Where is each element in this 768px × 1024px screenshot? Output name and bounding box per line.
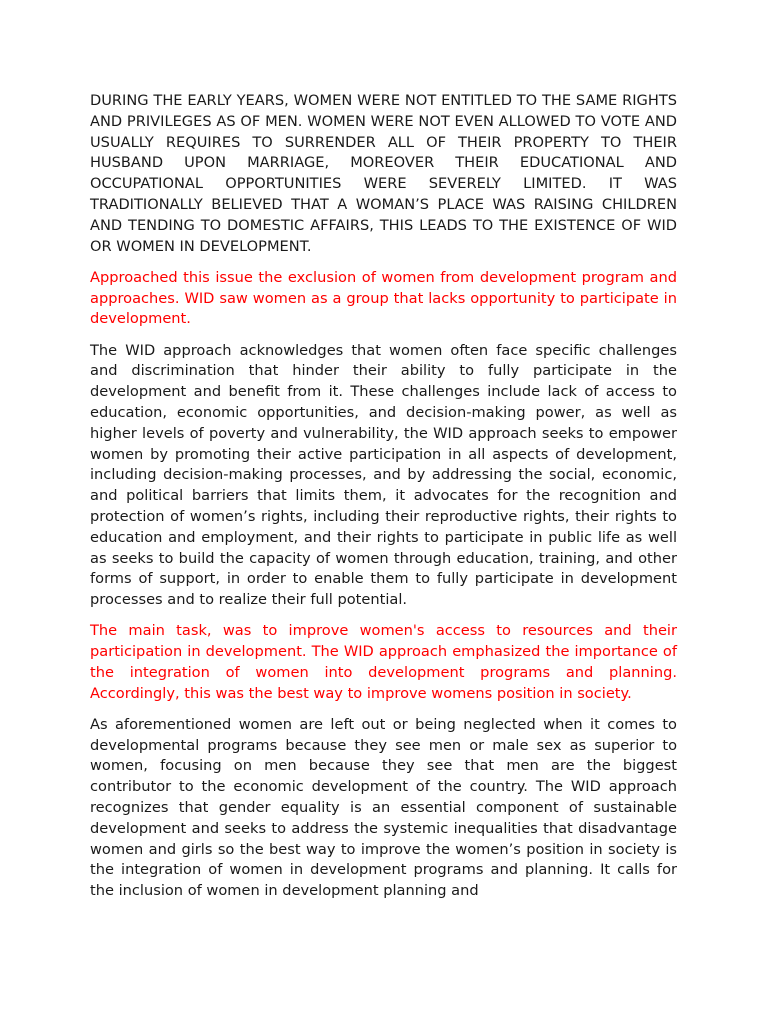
- paragraph-wid-approach: The WID approach acknowledges that women often face specific challenges and discrimination that hinder their ability to fully participate in the development and benefit from it. These challenges include lack of access to education, economic opportunities, and decision-making power, as well as higher levels of poverty and vulnerability, the WID approach seeks to empower women by promoting their active participation in all aspects of development, including decision-making processes, and by addressing the social, economic, and political barriers that limits them, it advocates for the recognition and protection of women’s rights, including their reproductive rights, their rights to education and employment, and their rights to participate in public life as well as seeks to build the capacity of women through education, training, and other forms of support, in order to enable them to fully participate in development processes and to realize their full potential.: [90, 341, 677, 609]
- paragraph-main-task-highlight: The main task, was to improve women's access to resources and their participation in development. The WID approach emphasized the importance of the integration of women into development programs and planning. Accordingly, this was the best way to improve womens position in society.: [90, 622, 677, 702]
- document-page: [90, 91, 677, 912]
- paragraph-wid-exclusion-highlight: Approached this issue the exclusion of women from development program and approaches. WID saw women as a group that lacks opportunity to participate in development.: [90, 268, 677, 328]
- paragraph-early-years: DURING THE EARLY YEARS, WOMEN WERE NOT ENTITLED TO THE SAME RIGHTS AND PRIVILEGES AS OF MEN. WOMEN WERE NOT EVEN ALLOWED TO VOTE AND USUALLY REQUIRES TO SURRENDER ALL OF THEIR PROPERTY TO THEIR HUSBAND UPON MARRIAGE, MOREOVER THEIR EDUCATIONAL AND OCCUPATIONAL OPPORTUNITIES WERE SEVERELY LIMITED. IT WAS TRADITIONALLY BELIEVED THAT A WOMAN’S PLACE WAS RAISING CHILDREN AND TENDING TO DOMESTIC AFFAIRS, THIS LEADS TO THE EXISTENCE OF WID OR WOMEN IN DEVELOPMENT.: [90, 92, 677, 255]
- paragraph-aforementioned: As aforementioned women are left out or being neglected when it comes to developmental programs because they see men or male sex as superior to women, focusing on men because they see that men are the biggest contributor to the economic development of the country. The WID approach recognizes that gender equality is an essential component of sustainable development and seeks to address the systemic inequalities that disadvantage women and girls so the best way to improve the women’s position in society is the integration of women in development programs and planning. It calls for the inclusion of women in development planning and: [90, 715, 677, 900]
